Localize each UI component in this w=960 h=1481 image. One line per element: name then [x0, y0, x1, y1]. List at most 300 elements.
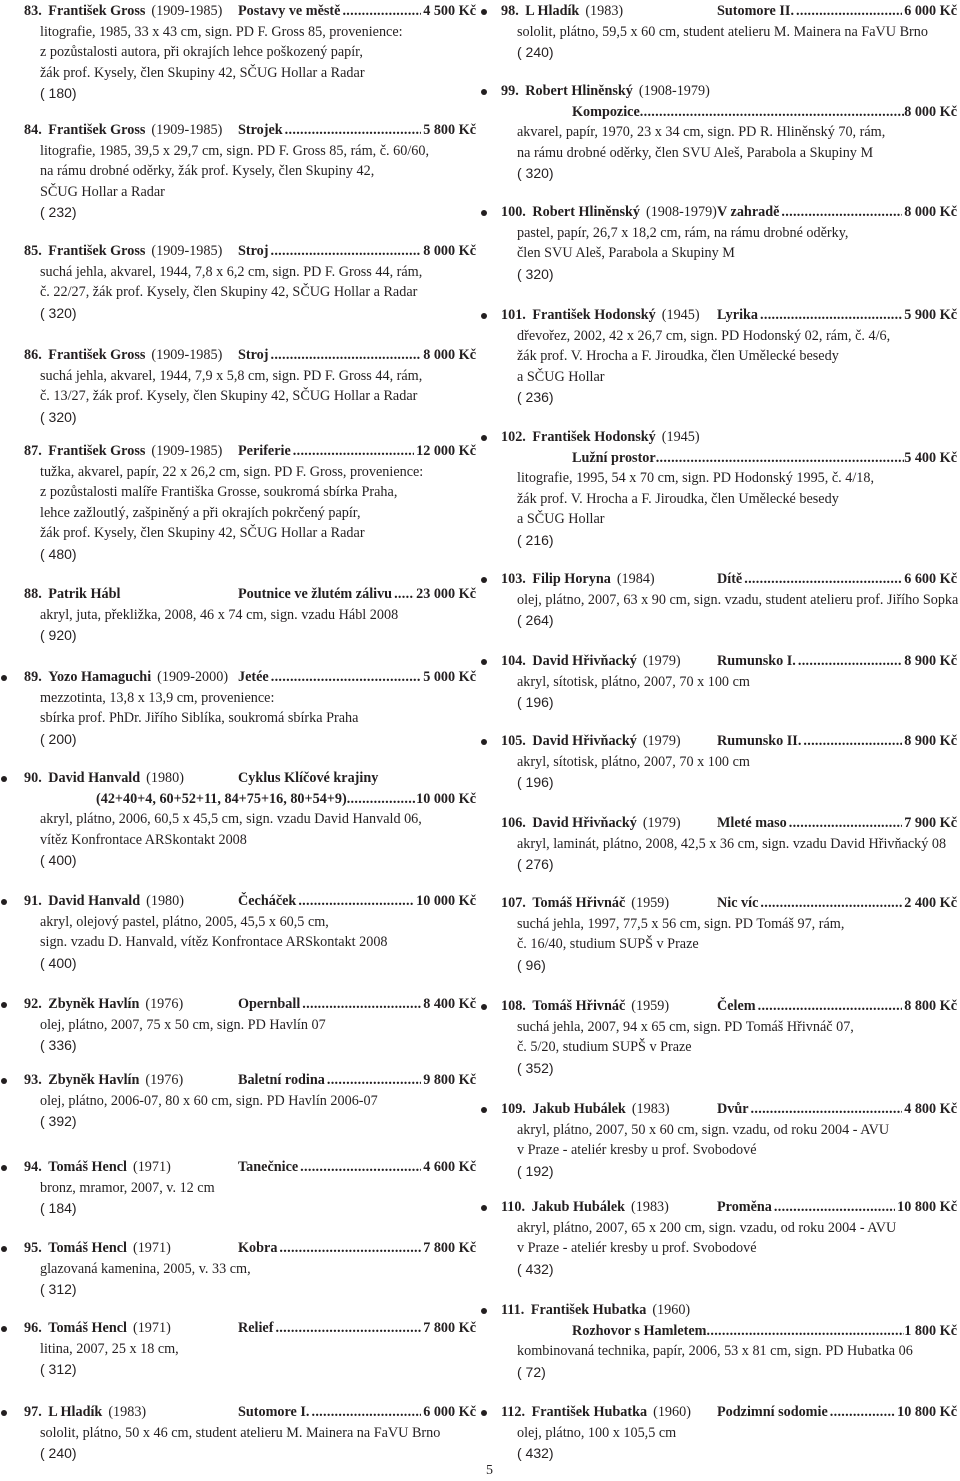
bullet-icon [481, 659, 487, 665]
artist-name: Yozo Hamaguchi [48, 669, 152, 685]
artist-years: (1908-1979) [645, 204, 717, 220]
catalog-entry [24, 1, 476, 104]
leader-dots [311, 1402, 421, 1423]
bullet-icon [481, 435, 487, 441]
catalog-entry [24, 667, 476, 749]
artwork-title: Stroj [238, 243, 269, 259]
entry-heading [24, 768, 476, 789]
artist-name: František Gross [48, 122, 146, 138]
bullet-icon [1, 776, 7, 782]
lot-number: 95. [24, 1240, 42, 1256]
artist-name: Tomáš Hencl [48, 1240, 127, 1256]
catalog-code: ( 352) [517, 1059, 554, 1076]
entry-heading-lead [501, 202, 717, 223]
price: 1 800 Kč [904, 1322, 957, 1339]
bullet-icon [1, 1078, 7, 1084]
description-line: akryl, laminát, plátno, 2008, 42,5 x 36 cm, sign. vzadu David Hřivňacký 08 [517, 835, 947, 852]
catalog-code: ( 216) [517, 531, 554, 548]
artist-years: (1909-1985) [151, 443, 223, 459]
leader-dots [744, 569, 902, 590]
artwork-title: Podzimní sodomie [717, 1404, 828, 1420]
catalog-code: ( 96) [517, 956, 546, 973]
description-line: akryl, plátno, 2007, 50 x 60 cm, sign. vzadu, od roku 2004 - AVU [517, 1121, 890, 1138]
price: 8 000 Kč [904, 103, 957, 120]
artist-years: (1983) [631, 1101, 670, 1117]
artist-name: Zbyněk Havlín [48, 1072, 140, 1088]
price: 4 500 Kč [423, 3, 476, 19]
leader-dots [798, 651, 902, 672]
catalog-entry [24, 584, 476, 646]
artwork-title: Kompozice [572, 103, 640, 120]
description-line: v Praze - ateliér kresby u prof. Svobodové [517, 1240, 757, 1257]
lot-number: 83. [24, 3, 42, 19]
bullet-icon [1, 899, 7, 905]
artwork-subtitle: (42+40+4, 60+52+11, 84+75+16, 80+54+9) [96, 790, 347, 807]
artist-years: (1976) [145, 996, 184, 1012]
artwork-title: Čelem [717, 998, 756, 1014]
entry-heading-lead [24, 1402, 238, 1423]
description-line: litografie, 1985, 33 x 43 cm, sign. PD F. Gross 85, provenience: [40, 23, 403, 40]
leader-dots [270, 241, 421, 262]
description-line: na rámu drobné oděrky, člen SVU Aleš, Parabola a Skupiny M [517, 144, 874, 161]
price: 8 400 Kč [423, 996, 476, 1012]
leader-dots [640, 102, 904, 123]
description-line: litografie, 1985, 39,5 x 29,7 cm, sign. PD F. Gross 85, rám, č. 60/60, [40, 142, 429, 159]
bullet-icon [1, 1002, 7, 1008]
entry-heading [501, 1402, 957, 1423]
entry-heading-lead [501, 569, 717, 590]
artwork-title: V zahradě [717, 204, 780, 220]
price: 8 000 Kč [423, 243, 476, 259]
bullet-icon [481, 1107, 487, 1113]
entry-heading-lead [24, 241, 238, 262]
artist-name: Tomáš Hřivnáč [532, 998, 626, 1014]
artwork-title: Strojek [238, 122, 283, 138]
catalog-entry [501, 427, 957, 551]
catalog-code: ( 196) [517, 774, 554, 791]
artist-name: František Hubatka [531, 1404, 648, 1420]
price: 7 800 Kč [423, 1320, 476, 1336]
artist-years: (1971) [132, 1159, 171, 1175]
catalog-entry [24, 345, 476, 427]
entry-heading-lead [24, 345, 238, 366]
leader-dots [275, 1318, 421, 1339]
description-line: sololit, plátno, 50 x 46 cm, student atelieru M. Mainera na FaVU Brno [40, 1424, 441, 1441]
description-line: sign. vzadu D. Hanvald, vítěz Konfrontace ARSkontakt 2008 [40, 934, 388, 951]
description-line: glazovaná kamenina, 2005, v. 33 cm, [40, 1260, 251, 1277]
price: 10 800 Kč [897, 1199, 957, 1215]
artist-name: František Gross [48, 243, 146, 259]
price: 10 800 Kč [897, 1404, 957, 1420]
description-line: olej, plátno, 2007, 63 x 90 cm, sign. vzadu, student atelieru prof. Jiřího Sopka [517, 591, 959, 608]
lot-number: 106. [501, 815, 526, 831]
price: 7 900 Kč [904, 815, 957, 831]
lot-number: 107. [501, 895, 526, 911]
artist-years: (1909-1985) [151, 3, 223, 19]
entry-heading [501, 305, 957, 326]
catalog-code: ( 276) [517, 856, 554, 873]
catalog-entry [24, 891, 476, 973]
description-line: olej, plátno, 2007, 75 x 50 cm, sign. PD Havlín 07 [40, 1016, 326, 1033]
entry-heading-lead [501, 651, 717, 672]
entry-heading-lead [24, 1238, 238, 1259]
description-line: akvarel, papír, 1970, 23 x 34 cm, sign. PD R. Hliněnský 70, rám, [517, 124, 886, 141]
artist-name: David Hřivňacký [532, 653, 637, 669]
description-line: akryl, olejový pastel, plátno, 2005, 45,5 x 60,5 cm, [40, 913, 329, 930]
description-line: na rámu drobné oděrky, žák prof. Kysely, člen Skupiny 42, [40, 163, 375, 180]
leader-dots [781, 202, 902, 223]
description-line: akryl, sítotisk, plátno, 2007, 70 x 100 cm [517, 673, 750, 690]
entry-heading-lead [24, 441, 238, 462]
artwork-title: Poutnice ve žlutém zálivu [238, 586, 393, 602]
artist-name: Robert Hliněnský [532, 204, 640, 220]
catalog-entry [24, 120, 476, 223]
leader-dots [302, 994, 421, 1015]
entry-heading-lead [501, 1099, 717, 1120]
catalog-code: ( 196) [517, 694, 554, 711]
artwork-title: Dvůr [717, 1101, 749, 1117]
entry-heading-lead [501, 813, 717, 834]
leader-dots [758, 996, 903, 1017]
leader-dots [279, 1238, 421, 1259]
artist-name: Tomáš Hencl [48, 1159, 127, 1175]
description-line: žák prof. Kysely, člen Skupiny 42, SČUG Hollar a Radar [40, 525, 365, 542]
leader-dots [300, 1157, 421, 1178]
leader-dots [830, 1402, 895, 1423]
artist-years: (1909-1985) [151, 347, 223, 363]
entry-heading-lead [501, 996, 717, 1017]
description-line: suchá jehla, 2007, 94 x 65 cm, sign. PD Tomáš Hřivnáč 07, [517, 1018, 854, 1035]
description-line: sololit, plátno, 59,5 x 60 cm, student atelieru M. Mainera na FaVU Brno [517, 23, 928, 40]
entry-heading [501, 1, 957, 22]
price: 8 000 Kč [423, 347, 476, 363]
lot-number: 96. [24, 1320, 42, 1336]
bullet-icon [1, 1326, 7, 1332]
catalog-entry [501, 1, 957, 63]
artwork-subtitle-line [24, 789, 476, 810]
bullet-icon [481, 1308, 487, 1314]
artist-name: Tomáš Hencl [48, 1320, 127, 1336]
lot-number: 109. [501, 1101, 526, 1117]
price: 10 000 Kč [416, 893, 476, 909]
catalog-code: ( 184) [40, 1200, 77, 1217]
artwork-title: Nic víc [717, 895, 759, 911]
catalog-entry [501, 569, 957, 631]
lot-number: 84. [24, 122, 42, 138]
bullet-icon [1, 1246, 7, 1252]
artist-years: (1971) [132, 1320, 171, 1336]
artist-years: (1979) [642, 733, 681, 749]
description-line: č. 22/27, žák prof. Kysely, člen Skupiny 42, SČUG Hollar a Radar [40, 284, 418, 301]
catalog-entry [24, 1238, 476, 1300]
bullet-icon [1, 1410, 7, 1416]
description-line: akryl, sítotisk, plátno, 2007, 70 x 100 cm [517, 753, 750, 770]
leader-dots [760, 305, 902, 326]
catalog-entry [24, 768, 476, 871]
lot-number: 86. [24, 347, 42, 363]
description-line: litina, 2007, 25 x 18 cm, [40, 1340, 179, 1357]
catalog-entry [501, 893, 957, 975]
artwork-title: Stroj [238, 347, 269, 363]
artwork-title-line [501, 448, 957, 469]
description-line: dřevořez, 2002, 42 x 26,7 cm, sign. PD Hodonský 02, rám, č. 4/6, [517, 327, 891, 344]
lot-number: 89. [24, 669, 42, 685]
description-line: suchá jehla, akvarel, 1944, 7,8 x 6,2 cm, sign. PD F. Gross 44, rám, [40, 263, 423, 280]
leader-dots [656, 448, 904, 469]
entry-heading-lead [501, 1402, 717, 1423]
entry-heading-lead [24, 667, 238, 688]
leader-dots [774, 1197, 895, 1218]
catalog-code: ( 320) [517, 265, 554, 282]
bullet-icon [481, 1205, 487, 1211]
lot-number: 101. [501, 307, 526, 323]
price: 5 000 Kč [423, 669, 476, 685]
entry-heading [501, 893, 957, 914]
bullet-icon [481, 577, 487, 583]
description-line: tužka, akvarel, papír, 22 x 26,2 cm, sign. PD F. Gross, provenience: [40, 463, 424, 480]
catalog-code: ( 432) [517, 1445, 554, 1462]
entry-heading-lead [24, 120, 238, 141]
catalog-code: ( 312) [40, 1281, 77, 1298]
entry-heading [24, 1402, 476, 1423]
description-line: žák prof. Kysely, člen Skupiny 42, SČUG Hollar a Radar [40, 64, 365, 81]
entry-heading-lead [501, 427, 717, 448]
entry-heading [24, 891, 476, 912]
leader-dots [707, 1321, 905, 1342]
entry-heading-lead [501, 1197, 717, 1218]
catalog-entry [24, 441, 476, 565]
lot-number: 100. [501, 204, 526, 220]
entry-heading [24, 120, 476, 141]
leader-dots [751, 1099, 903, 1120]
description-line: z pozůstalosti autora, při okrajích lehce poškozený papír, [40, 44, 363, 61]
entry-heading [24, 1, 476, 22]
page-number: 5 [486, 1463, 493, 1478]
lot-number: 105. [501, 733, 526, 749]
catalog-entry [501, 1300, 957, 1382]
leader-dots [271, 667, 421, 688]
entry-heading [24, 1318, 476, 1339]
description-line: lehce zažloutlý, zašpiněný a při okrajích pokrčený papír, [40, 504, 361, 521]
bullet-icon [481, 1004, 487, 1010]
lot-number: 103. [501, 571, 526, 587]
description-line: č. 13/27, žák prof. Kysely, člen Skupiny 42, SČUG Hollar a Radar [40, 388, 418, 405]
leader-dots [293, 441, 414, 462]
description-line: č. 5/20, studium SUPŠ v Praze [517, 1039, 692, 1056]
description-line: olej, plátno, 100 x 105,5 cm [517, 1424, 677, 1441]
artist-name: David Hanvald [48, 770, 141, 786]
bullet-icon [1, 675, 7, 681]
lot-number: 85. [24, 243, 42, 259]
artist-name: Robert Hliněnský [525, 83, 633, 99]
catalog-entry [24, 994, 476, 1056]
description-line: akryl, plátno, 2006, 60,5 x 45,5 cm, sign. vzadu David Hanvald 06, [40, 811, 422, 828]
entry-heading-lead [501, 1, 717, 22]
artist-years: (1945) [661, 307, 700, 323]
catalog-code: ( 432) [517, 1260, 554, 1277]
artwork-title: Rozhovor s Hamletem [572, 1322, 707, 1339]
artist-name: L Hladík [525, 3, 580, 19]
artist-name: František Hodonský [532, 307, 656, 323]
artist-name: František Hodonský [532, 429, 656, 445]
description-line: suchá jehla, 1997, 77,5 x 56 cm, sign. PD Tomáš 97, rám, [517, 915, 845, 932]
artist-years: (1909-2000) [157, 669, 229, 685]
artwork-title: Lyrika [717, 307, 758, 323]
description-line: a SČUG Hollar [517, 511, 605, 528]
entry-heading-lead [501, 1300, 717, 1321]
catalog-entry [501, 813, 957, 875]
description-line: SČUG Hollar a Radar [40, 183, 165, 200]
description-line: a SČUG Hollar [517, 368, 605, 385]
catalog-code: ( 400) [40, 954, 77, 971]
lot-number: 88. [24, 586, 42, 602]
artwork-title: Rumunsko I. [717, 653, 796, 669]
artwork-title: Tanečnice [238, 1159, 299, 1175]
price: 4 800 Kč [904, 1101, 957, 1117]
catalog-code: ( 392) [40, 1113, 77, 1130]
entry-heading [501, 731, 957, 752]
artist-years: (1976) [145, 1072, 184, 1088]
artist-name: František Gross [48, 347, 146, 363]
artwork-title: Relief [238, 1320, 274, 1336]
artwork-title-line [501, 102, 957, 123]
description-line: člen SVU Aleš, Parabola a Skupiny M [517, 245, 735, 262]
price: 8 900 Kč [904, 653, 957, 669]
artwork-title: Sutomore I. [238, 1404, 310, 1420]
artist-name: František Gross [48, 443, 146, 459]
entry-heading [24, 667, 476, 688]
lot-number: 111. [501, 1302, 525, 1318]
catalog-entry [501, 996, 957, 1078]
catalog-entry [24, 1157, 476, 1219]
artwork-title: Čecháček [238, 893, 297, 909]
price: 7 800 Kč [423, 1240, 476, 1256]
artist-name: Jakub Hubálek [532, 1101, 626, 1117]
price: 5 400 Kč [904, 449, 957, 466]
entry-heading-lead [24, 1318, 238, 1339]
lot-number: 97. [24, 1404, 42, 1420]
catalog-code: ( 480) [40, 545, 77, 562]
entry-heading [24, 994, 476, 1015]
lot-number: 94. [24, 1159, 42, 1175]
artist-name: Zbyněk Havlín [48, 996, 140, 1012]
entry-heading-lead [24, 1, 238, 22]
bullet-icon [481, 1410, 487, 1416]
artwork-title: Lužní prostor [572, 449, 656, 466]
description-line: žák prof. V. Hrocha a F. Jiroudka, člen Umělecké besedy [517, 490, 839, 507]
artwork-title: Baletní rodina [238, 1072, 325, 1088]
catalog-entry [501, 202, 957, 284]
entry-heading [501, 651, 957, 672]
leader-dots [342, 1, 421, 22]
entry-heading-lead [501, 731, 717, 752]
artist-name: David Hřivňacký [532, 733, 637, 749]
artist-name: Jakub Hubálek [531, 1199, 626, 1215]
price: 8 000 Kč [904, 204, 957, 220]
entry-heading-lead [24, 891, 238, 912]
artist-years: (1960) [653, 1404, 691, 1420]
lot-number: 91. [24, 893, 42, 909]
artist-years: (1983) [585, 3, 624, 19]
leader-dots [803, 731, 902, 752]
artist-name: Tomáš Hřivnáč [532, 895, 626, 911]
price: 12 000 Kč [416, 443, 476, 459]
artist-years: (1908-1979) [638, 83, 710, 99]
catalog-entry [501, 305, 957, 408]
artist-years: (1983) [631, 1199, 669, 1215]
entry-heading-lead [24, 1157, 238, 1178]
catalog-code: ( 320) [40, 304, 77, 321]
artwork-title: Proměna [717, 1199, 772, 1215]
entry-heading [501, 813, 957, 834]
leader-dots [347, 789, 416, 810]
catalog-code: ( 240) [40, 1445, 77, 1462]
description-line: žák prof. V. Hrocha a F. Jiroudka, člen Umělecké besedy [517, 348, 839, 365]
description-line: suchá jehla, akvarel, 1944, 7,9 x 5,8 cm, sign. PD F. Gross 44, rám, [40, 367, 423, 384]
lot-number: 112. [501, 1404, 526, 1420]
entry-heading [24, 1238, 476, 1259]
catalog-code: ( 240) [517, 44, 554, 61]
leader-dots [760, 893, 902, 914]
description-line: sbírka prof. PhDr. Jiřího Siblíka, soukromá sbírka Praha [40, 710, 359, 727]
artwork-title: Jetée [238, 669, 269, 685]
catalog-entry [24, 1070, 476, 1132]
description-line: bronz, mramor, 2007, v. 12 cm [40, 1179, 215, 1196]
price: 5 900 Kč [904, 307, 957, 323]
artist-name: Filip Horyna [532, 571, 611, 587]
catalog-code: ( 400) [40, 852, 77, 869]
description-line: olej, plátno, 2006-07, 80 x 60 cm, sign. PD Havlín 2006-07 [40, 1092, 378, 1109]
catalog-code: ( 320) [40, 408, 77, 425]
catalog-code: ( 72) [517, 1363, 546, 1380]
catalog-code: ( 320) [517, 165, 554, 182]
entry-heading [24, 584, 476, 605]
bullet-icon [1, 1165, 7, 1171]
artist-name: David Hanvald [48, 893, 141, 909]
artist-name: František Hubatka [530, 1302, 647, 1318]
artist-years: (1983) [108, 1404, 147, 1420]
price: 9 800 Kč [423, 1072, 476, 1088]
catalog-entry [501, 1197, 957, 1279]
catalog-code: ( 232) [40, 204, 77, 221]
leader-dots [394, 584, 414, 605]
description-line: akryl, plátno, 2007, 65 x 200 cm, sign. vzadu, od roku 2004 - AVU [517, 1219, 897, 1236]
price: 23 000 Kč [416, 586, 476, 602]
artwork-title-line [501, 1321, 957, 1342]
bullet-icon [481, 210, 487, 216]
entry-heading [501, 81, 957, 102]
entry-heading [24, 1070, 476, 1091]
artwork-title: Dítě [717, 571, 743, 587]
price: 4 600 Kč [423, 1159, 476, 1175]
lot-number: 99. [501, 83, 519, 99]
lot-number: 92. [24, 996, 42, 1012]
entry-heading-lead [24, 994, 238, 1015]
artwork-title: Mleté maso [717, 815, 787, 831]
description-line: akryl, juta, překližka, 2008, 46 x 74 cm, sign. vzadu Hábl 2008 [40, 606, 399, 623]
description-line: v Praze - ateliér kresby u prof. Svobodové [517, 1142, 757, 1159]
artist-years: (1909-1985) [151, 243, 223, 259]
price: 2 400 Kč [904, 895, 957, 911]
price: 6 600 Kč [904, 571, 957, 587]
price: 8 900 Kč [904, 733, 957, 749]
artist-name: L Hladík [48, 1404, 103, 1420]
lot-number: 102. [501, 429, 526, 445]
leader-dots [298, 891, 414, 912]
artwork-title: Kobra [238, 1240, 278, 1256]
entry-heading [24, 1157, 476, 1178]
lot-number: 108. [501, 998, 526, 1014]
